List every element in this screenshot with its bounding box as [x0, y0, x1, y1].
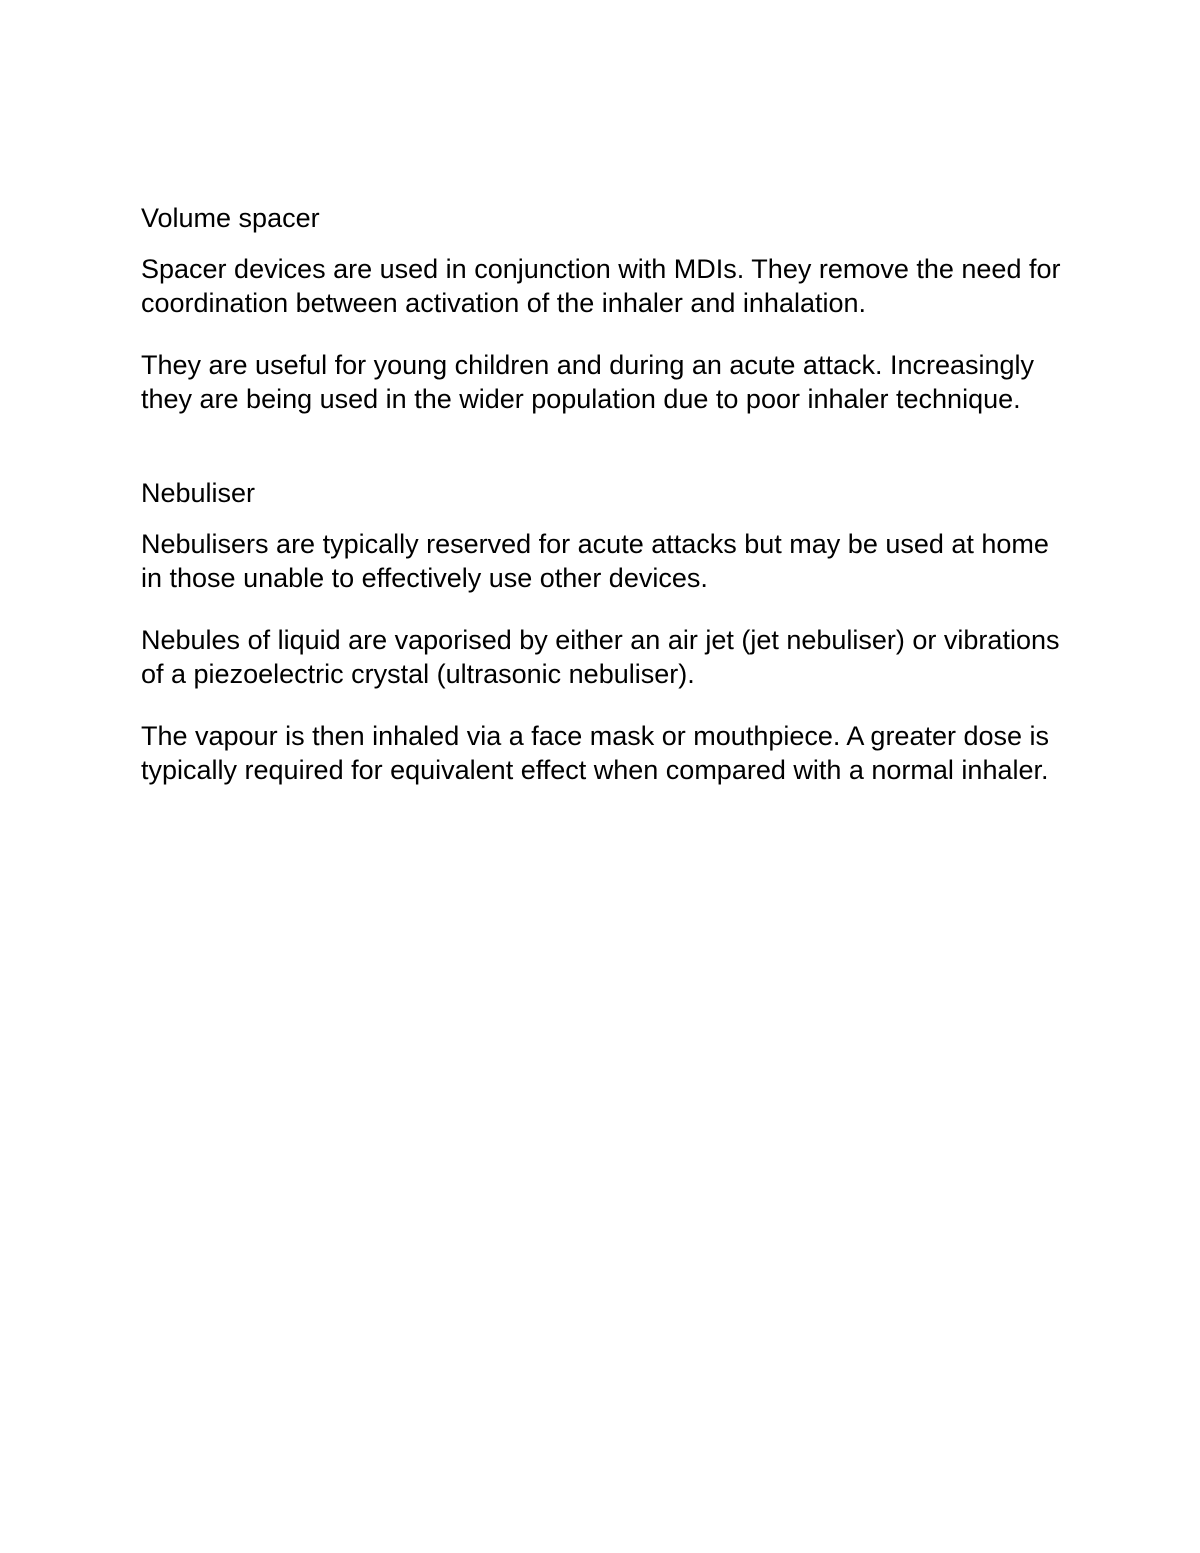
paragraph: Nebulisers are typically reserved for acute attacks but may be used at home in those unable to effectively use other devices.: [141, 529, 1049, 593]
paragraph: Spacer devices are used in conjunction with MDIs. They remove the need for coordination between activation of the inhaler and inhalation.: [141, 254, 1061, 318]
paragraph: Nebules of liquid are vaporised by either an air jet (jet nebuliser) or vibrations of a piezoelectric crystal (ultrasonic nebuliser).: [141, 625, 1060, 689]
section-heading-volume-spacer: Volume spacer: [141, 203, 320, 233]
paragraph: The vapour is then inhaled via a face mask or mouthpiece. A greater dose is typically required for equivalent effect when compared with a normal inhaler.: [141, 721, 1050, 785]
document-body: [141, 201, 1071, 787]
paragraph: They are useful for young children and during an acute attack. Increasingly they are being used in the wider population due to poor inhaler technique.: [141, 350, 1035, 414]
section-heading-nebuliser: Nebuliser: [141, 478, 256, 508]
